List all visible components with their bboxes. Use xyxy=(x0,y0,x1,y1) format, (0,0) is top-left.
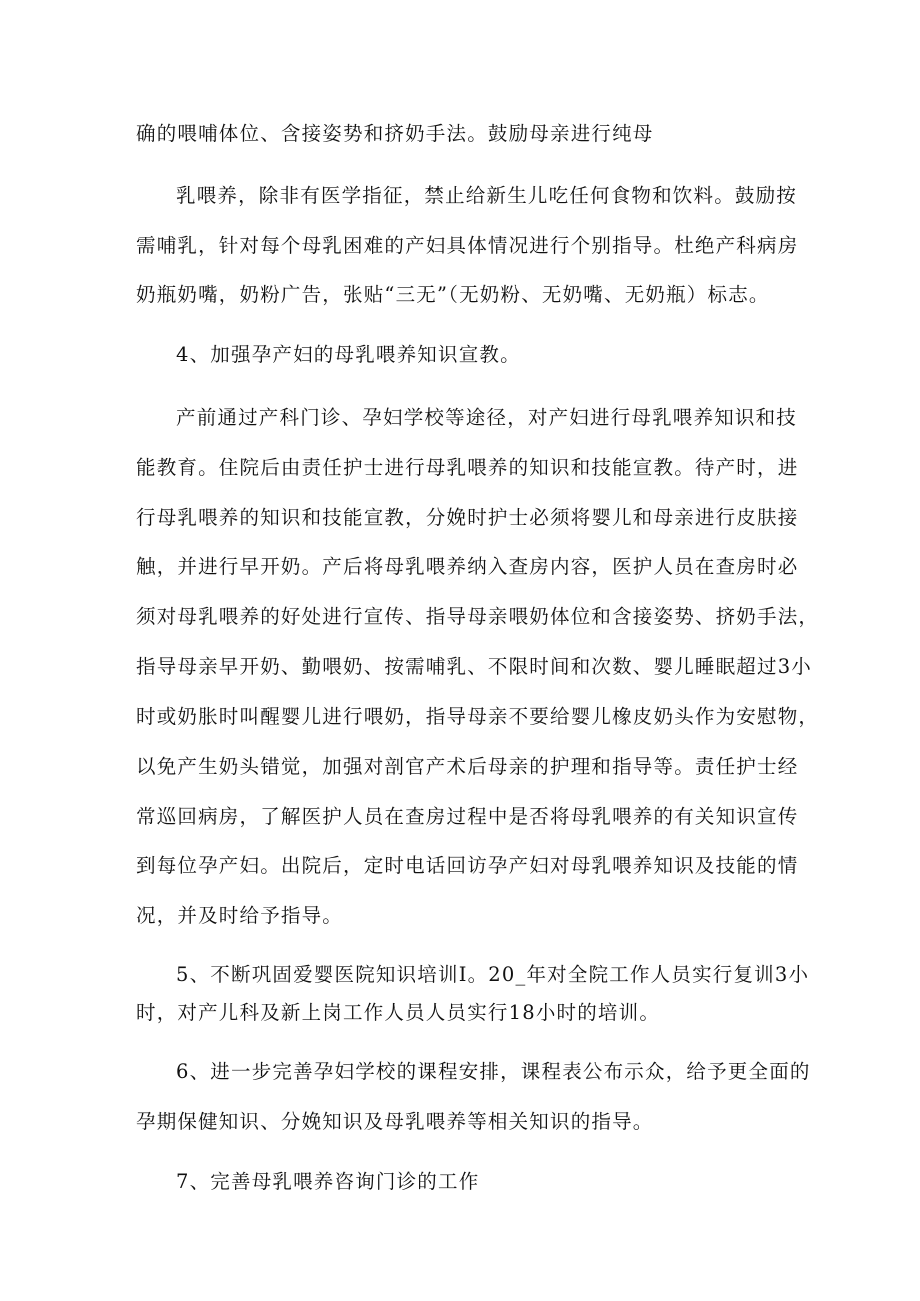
text-line-15: 到每位孕产妇。出院后，定时电话回访孕产妇对母乳喂养知识及技能的情 xyxy=(136,854,799,877)
text-line-18: 时，对产儿科及新上岗工作人员人员实行18小时的培训。 xyxy=(136,1001,661,1024)
text-line-7: 能教育。住院后由责任护士进行母乳喂养的知识和技能宣教。待产时，进 xyxy=(136,456,799,479)
text-line-10: 须对母乳喂养的好处进行宣传、指导母亲喂奶体位和含接姿势、挤奶手法， xyxy=(136,605,820,628)
text-line-13: 以免产生奶头错觉，加强对剖官产术后母亲的护理和指导等。责任护士经 xyxy=(136,755,799,778)
text-line-3: 需哺乳，针对每个母乳困难的产妇具体情况进行个别指导。杜绝产科病房 xyxy=(136,234,799,257)
text-line-14: 常巡回病房，了解医护人员在查房过程中是否将母乳喂养的有关知识宣传 xyxy=(136,805,799,828)
section-heading-7: 7、完善母乳喂养咨询门诊的工作 xyxy=(176,1170,480,1193)
text-line-8: 行母乳喂养的知识和技能宣教，分娩时护士必须将婴儿和母亲进行皮肤接 xyxy=(136,506,799,529)
text-line-12: 时或奶胀时叫醒婴儿进行喂奶，指导母亲不要给婴儿橡皮奶头作为安慰物， xyxy=(136,705,820,728)
text-line-16: 况，并及时给予指导。 xyxy=(136,904,344,927)
text-line-9: 触，并进行早开奶。产后将母乳喂养纳入查房内容，医护人员在查房时必 xyxy=(136,555,799,578)
text-line-20: 孕期保健知识、分娩知识及母乳喂养等相关知识的指导。 xyxy=(136,1110,654,1133)
section-heading-4: 4、加强孕产妇的母乳喂养知识宣教。 xyxy=(176,343,521,366)
text-line-2: 乳喂养，除非有医学指征，禁止给新生儿吃任何食物和饮料。鼓励按 xyxy=(176,184,798,207)
text-line-4: 奶瓶奶嘴，奶粉广告，张贴“三无”（无奶粉、无奶嘴、无奶瓶）标志。 xyxy=(136,283,770,306)
text-line-11: 指导母亲早开奶、勤喂奶、按需哺乳、不限时间和次数、婴儿睡眠超过3小 xyxy=(136,655,813,678)
section-heading-6: 6、进一步完善孕妇学校的课程安排，课程表公布示众，给予更全面的 xyxy=(176,1060,811,1083)
section-heading-5: 5、不断巩固爱婴医院知识培训I。20_年对全院工作人员实行复训3小 xyxy=(176,963,810,986)
text-line-6: 产前通过产科门诊、孕妇学校等途径，对产妇进行母乳喂养知识和技 xyxy=(176,406,798,429)
text-line-1: 确的喂哺体位、含接姿势和挤奶手法。鼓励母亲进行纯母 xyxy=(136,122,654,145)
